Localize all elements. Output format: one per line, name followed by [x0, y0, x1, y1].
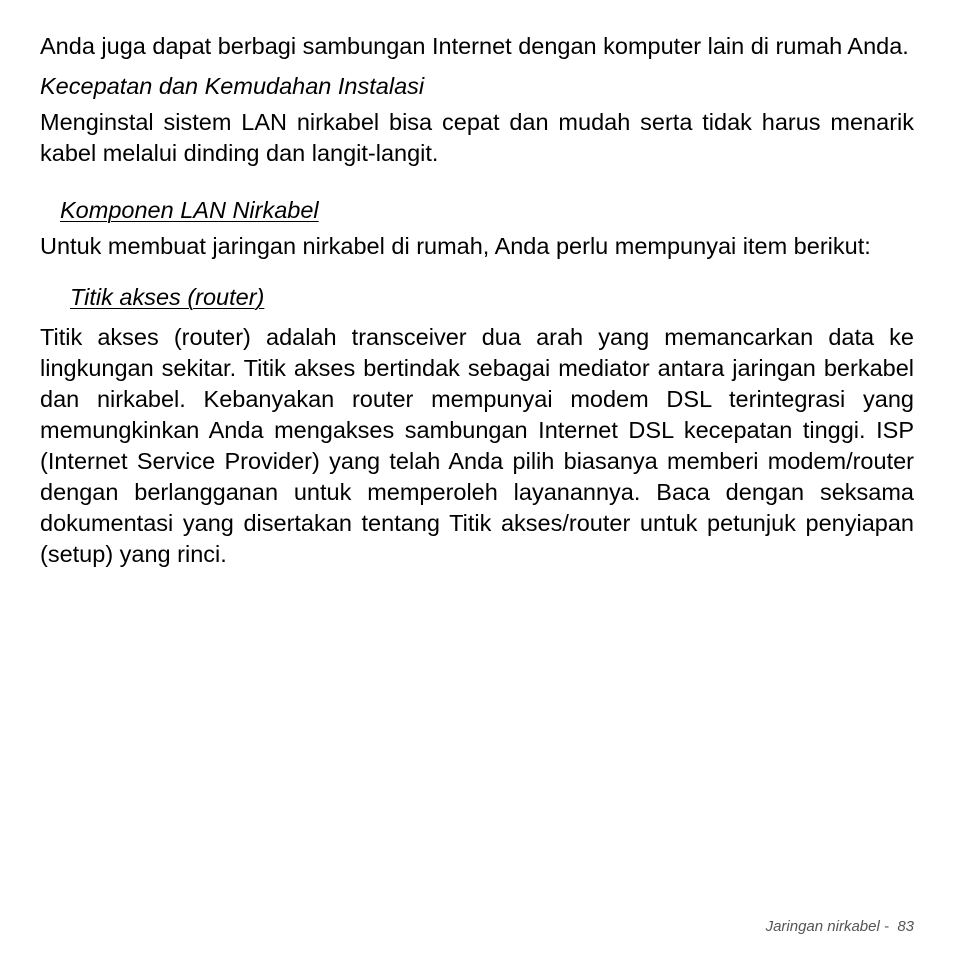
- footer-page-number: 83: [897, 918, 914, 935]
- components-paragraph: Untuk membuat jaringan nirkabel di rumah, Anda perlu mempunyai item berikut:: [40, 233, 871, 259]
- router-paragraph: Titik akses (router) adalah transceiver dua arah yang memancarkan data ke lingkungan sekitar. Titik akses bertindak sebagai mediator antara jaringan berkabel dan nirkabel. Kebanyakan router mempunyai modem DSL terintegrasi yang memungkinkan Anda mengakses sambungan Internet DSL kecepatan tinggi. ISP (Internet Service Provider) yang telah Anda pilih biasanya memberi modem/router dengan berlangganan untuk memperoleh layanannya. Baca dengan seksama dokumentasi yang disertakan tentang Titik akses/router untuk petunjuk penyiapan (setup) yang rinci.: [40, 324, 914, 567]
- router-heading: Titik akses (router): [70, 284, 265, 310]
- speed-paragraph: Menginstal sistem LAN nirkabel bisa cepat dan mudah serta tidak harus menarik kabel melalui dinding dan langit-langit.: [40, 109, 914, 166]
- speed-subheading: Kecepatan dan Kemudahan Instalasi: [40, 73, 425, 99]
- footer-section-title: Jaringan nirkabel -: [765, 918, 889, 935]
- intro-paragraph: Anda juga dapat berbagi sambungan Internet dengan komputer lain di rumah Anda.: [40, 33, 909, 59]
- components-heading: Komponen LAN Nirkabel: [60, 197, 319, 223]
- document-page: [40, 31, 914, 570]
- page-footer: [766, 918, 914, 935]
